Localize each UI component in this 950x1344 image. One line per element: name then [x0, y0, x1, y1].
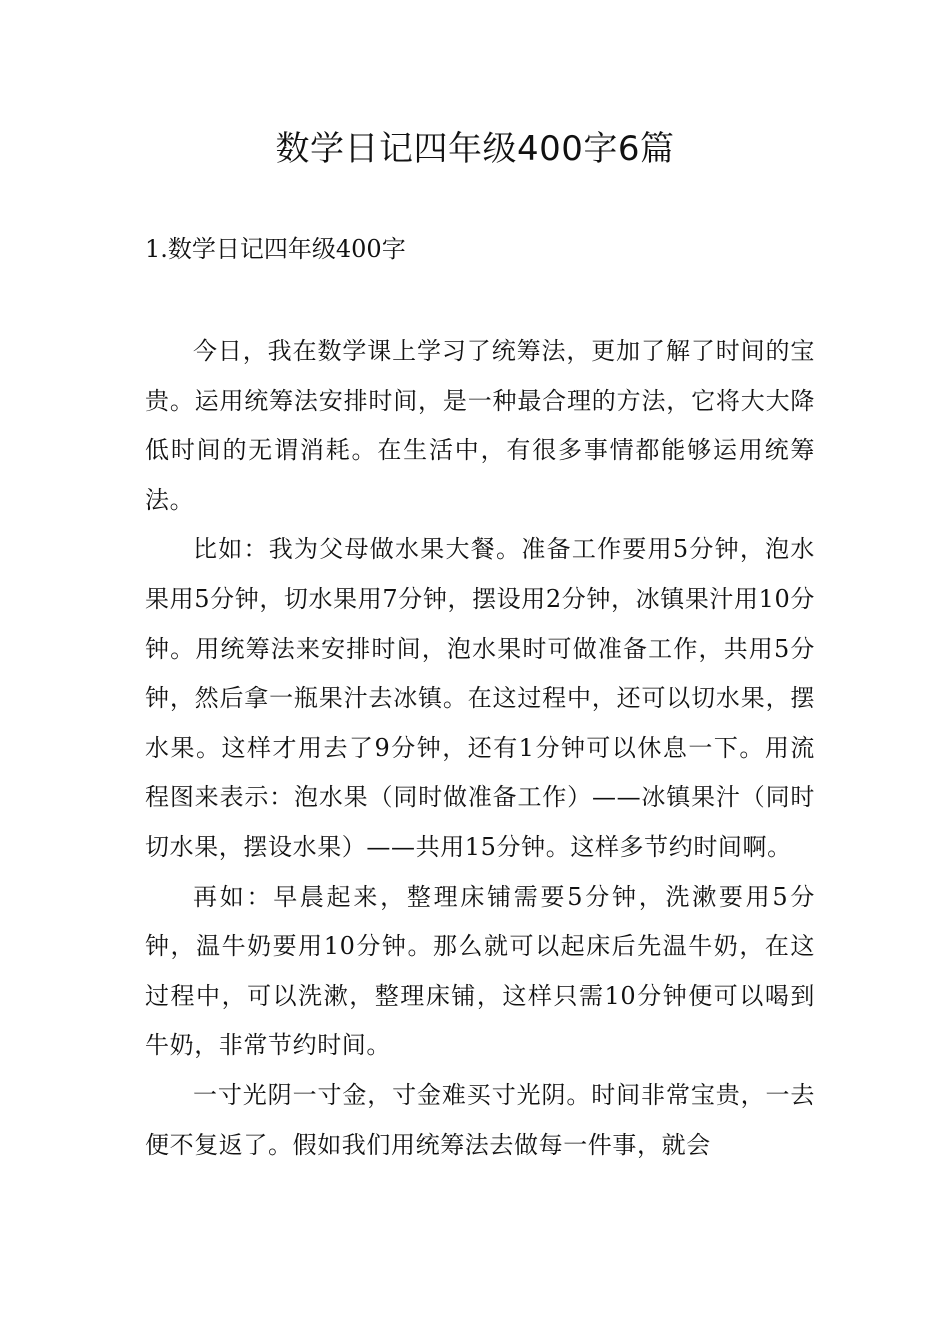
document-title: 数学日记四年级400字6篇: [275, 129, 675, 169]
document-body: [145, 327, 815, 1170]
paragraph: 再如：早晨起来，整理床铺需要5分钟，洗漱要用5分钟，温牛奶要用10分钟。那么就可以起床后先温牛奶，在这过程中，可以洗漱，整理床铺，这样只需10分钟便可以喝到牛奶，非常节约时间。: [145, 882, 815, 1060]
paragraph: 今日，我在数学课上学习了统筹法，更加了解了时间的宝贵。运用统筹法安排时间，是一种最合理的方法，它将大大降低时间的无谓消耗。在生活中，有很多事情都能够运用统筹法。: [145, 337, 815, 514]
paragraph: 一寸光阴一寸金，寸金难买寸光阴。时间非常宝贵，一去便不复返了。假如我们用统筹法去做每一件事，就会: [145, 1080, 815, 1159]
section-heading: 1.数学日记四年级400字: [145, 235, 406, 263]
paragraph: 比如：我为父母做水果大餐。准备工作要用5分钟，泡水果用5分钟，切水果用7分钟，摆设用2分钟，冰镇果汁用10分钟。用统筹法来安排时间，泡水果时可做准备工作，共用5分钟，然后拿一瓶果汁去冰镇。在这过程中，还可以切水果，摆水果。这样才用去了9分钟，还有1分钟可以休息一下。用流程图来表示：泡水果（同时做准备工作）——冰镇果汁（同时切水果，摆设水果）——共用15分钟。这样多节约时间啊。: [145, 535, 815, 861]
